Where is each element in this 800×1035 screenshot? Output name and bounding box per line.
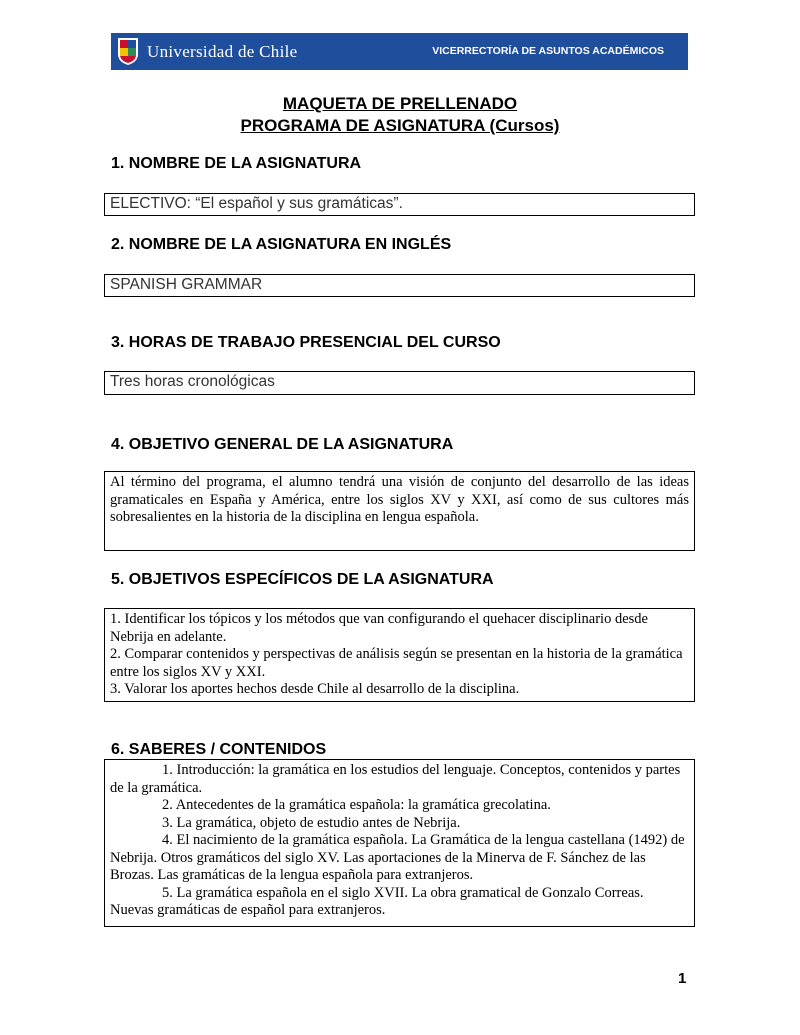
page-number: 1 xyxy=(678,970,687,987)
specific-objective-1: 1. Identificar los tópicos y los métodos que van configurando el quehacer disciplinario desde Nebrija en adelante. xyxy=(110,611,648,645)
section-2-heading: 2. NOMBRE DE LA ASIGNATURA EN INGLÉS xyxy=(111,236,452,253)
specific-objective-2: 2. Comparar contenidos y perspectivas de análisis según se presentan en la historia de la gramática entre los siglos XV y XXI. xyxy=(110,646,683,680)
page-title-line2: PROGRAMA DE ASIGNATURA (Cursos) xyxy=(240,116,560,135)
university-crest-icon xyxy=(117,37,139,66)
contact-hours: Tres horas cronológicas xyxy=(110,373,275,390)
section-4-box xyxy=(104,471,695,551)
specific-objective-3: 3. Valorar los aportes hechos desde Chile al desarrollo de la disciplina. xyxy=(110,681,520,697)
section-3-heading: 3. HORAS DE TRABAJO PRESENCIAL DEL CURSO xyxy=(111,334,501,351)
section-3-box xyxy=(104,371,695,395)
department-name: VICERRECTORÍA DE ASUNTOS ACADÉMICOS xyxy=(432,45,664,57)
content-item-1: 1. Introducción: la gramática en los estudios del lenguaje. Conceptos, contenidos y partes de la gramática. xyxy=(110,762,681,796)
section-6-heading: 6. SABERES / CONTENIDOS xyxy=(111,741,327,758)
course-name: ELECTIVO: “El español y sus gramáticas”. xyxy=(110,195,403,212)
university-name: Universidad de Chile xyxy=(147,42,298,61)
section-5-heading: 5. OBJETIVOS ESPECÍFICOS DE LA ASIGNATURA xyxy=(111,571,494,588)
header-banner xyxy=(111,33,688,70)
content-item-4: 4. El nacimiento de la gramática española. La Gramática de la lengua castellana (1492) de Nebrija. Otros gramáticos del siglo XV. Las aportaciones de la Minerva de F. Sánchez de las Brozas. Las gramáticas de la lengua española para extranjeros. xyxy=(110,832,685,883)
section-1-heading: 1. NOMBRE DE LA ASIGNATURA xyxy=(111,155,362,172)
section-4-heading: 4. OBJETIVO GENERAL DE LA ASIGNATURA xyxy=(111,436,454,453)
content-item-5: 5. La gramática española en el siglo XVII. La obra gramatical de Gonzalo Correas. Nuevas gramáticas de español para extranjeros. xyxy=(110,884,644,918)
section-2-box xyxy=(104,274,695,297)
section-1-box xyxy=(104,193,695,216)
general-objective: Al término del programa, el alumno tendrá una visión de conjunto del desarrollo de las ideas gramaticales en España y América, entre los siglos XV y XXI, así como de sus cultores más sobresalientes en la historia de la disciplina en lengua española. xyxy=(110,474,689,525)
section-5-box xyxy=(104,608,695,702)
page-title-line1: MAQUETA DE PRELLENADO xyxy=(282,94,518,113)
section-6-box xyxy=(104,759,695,927)
content-item-2: 2. Antecedentes de la gramática española: la gramática grecolatina. xyxy=(162,797,551,813)
course-name-english: SPANISH GRAMMAR xyxy=(110,276,263,293)
content-item-3: 3. La gramática, objeto de estudio antes de Nebrija. xyxy=(162,814,461,831)
